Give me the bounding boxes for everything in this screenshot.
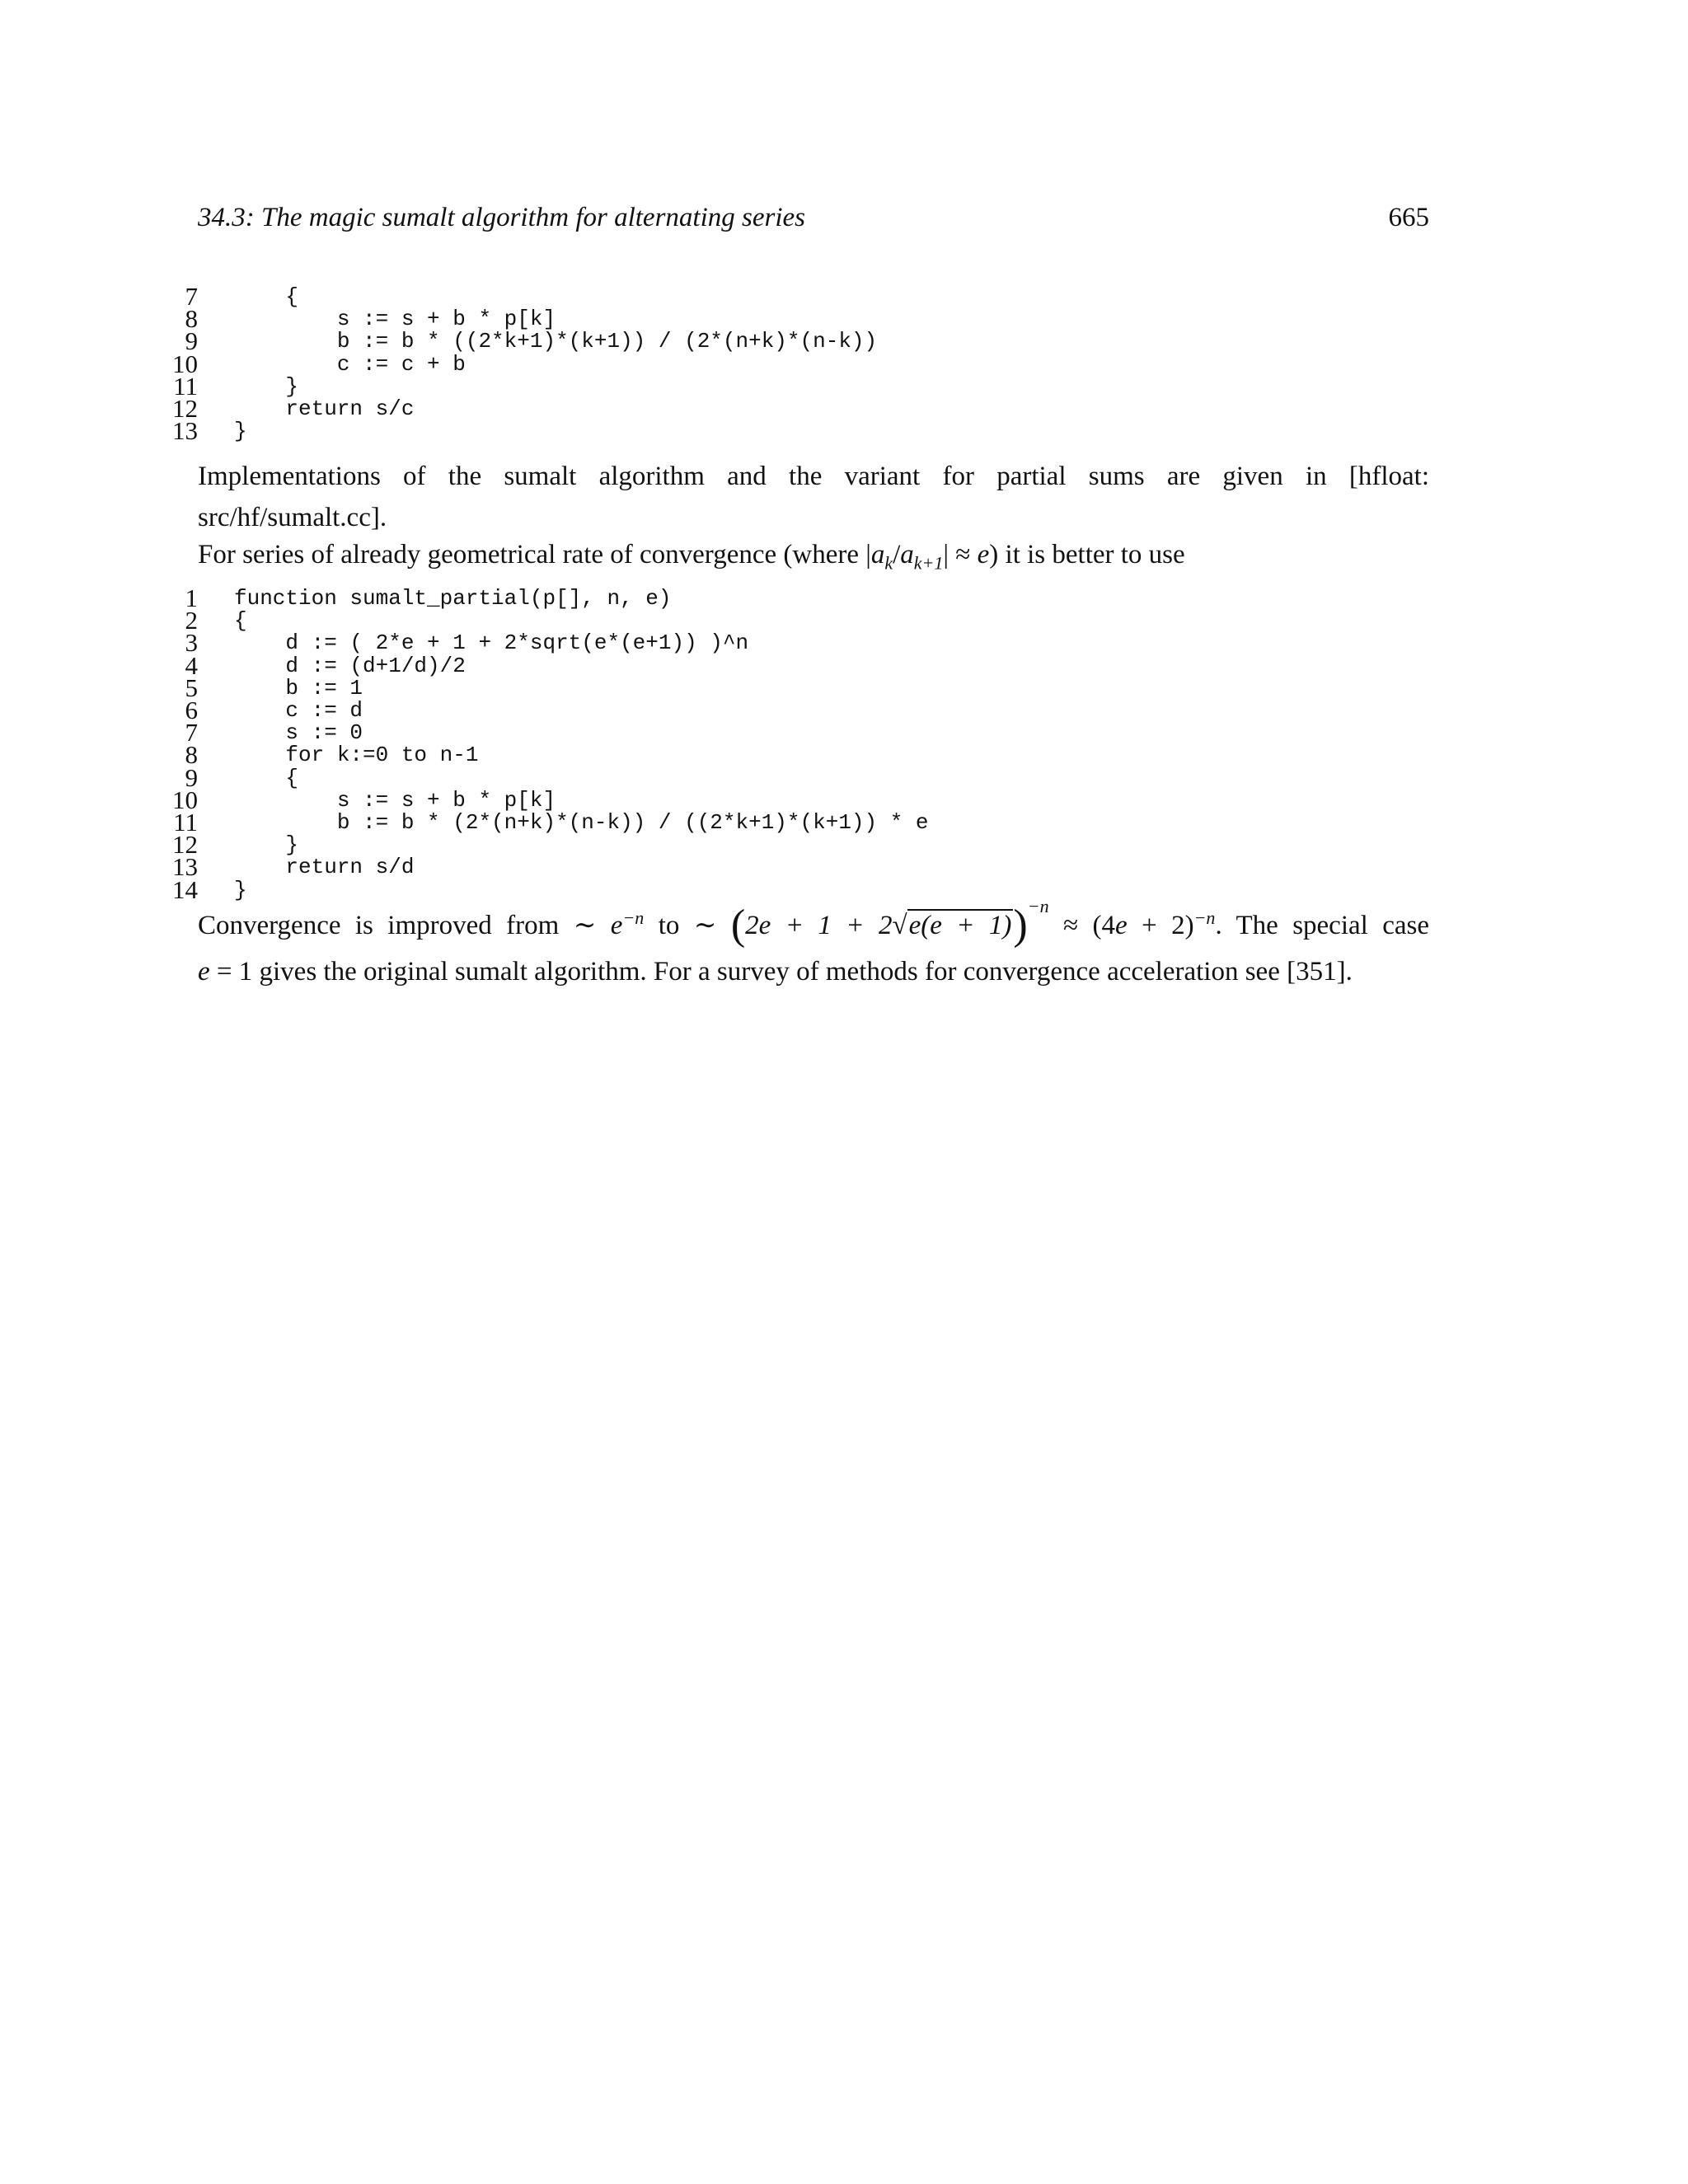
math-var: a [900, 540, 914, 569]
paragraph-line: src/hf/sumalt.cc]. [198, 503, 387, 532]
code-text: return s/c [234, 396, 415, 421]
math-expr: 2e + 1 + 2 [745, 911, 893, 940]
line-number: 8 [185, 740, 198, 770]
code-text: function sumalt_partial(p[], n, e) [234, 586, 672, 611]
code-text: { [234, 284, 299, 309]
code-text: s := s + b * p[k] [234, 787, 556, 813]
math-var: e [977, 540, 990, 569]
line-number: 10 [172, 785, 198, 814]
paragraph-line: Implementations of the sumalt algorithm and the variant for partial sums are given in [hfloat: [198, 462, 1429, 491]
code-text: return s/d [234, 855, 415, 880]
math-sub: k+1 [913, 552, 944, 574]
text: . The special case [1215, 911, 1429, 940]
text: / [893, 540, 901, 569]
math-exp: −n [1027, 896, 1049, 916]
line-number: 10 [172, 349, 198, 378]
paragraph-geometric [198, 534, 1429, 575]
line-number: 12 [172, 830, 198, 860]
line-number: 11 [173, 808, 198, 837]
line-number: 11 [173, 371, 198, 401]
text: For series of already geometrical rate of convergence (where | [198, 540, 871, 569]
text: = 1 gives the original sumalt algorithm. For a survey of methods for convergence acceleration see [351]. [209, 957, 1353, 987]
code-text: c := c + b [234, 351, 466, 377]
text: + 2) [1127, 911, 1194, 940]
math-var: e [1115, 911, 1128, 940]
math-exp: −n [1193, 907, 1216, 928]
line-number: 7 [185, 282, 198, 311]
line-number: 6 [185, 696, 198, 724]
line-number: 1 [185, 583, 198, 612]
line-number: 13 [172, 852, 198, 882]
text: | ≈ [943, 540, 978, 569]
running-head: 34.3: The magic sumalt algorithm for alternating series [198, 203, 805, 232]
paren-right: ) [1013, 902, 1028, 949]
line-number: 4 [185, 650, 198, 680]
paragraph-line [198, 951, 1429, 992]
line-number: 9 [185, 762, 198, 792]
code-text: for k:=0 to n-1 [234, 743, 479, 768]
code-text: } [234, 419, 247, 444]
line-number: 7 [185, 718, 198, 748]
math-sub: k [884, 552, 893, 574]
code-text: { [234, 608, 247, 634]
line-number: 14 [172, 874, 198, 904]
code-text: b := b * (2*(n+k)*(n-k)) / ((2*k+1)*(k+1)) * e [234, 810, 929, 835]
line-number: 13 [172, 416, 198, 446]
code-text: d := ( 2*e + 1 + 2*sqrt(e*(e+1)) )^n [234, 630, 749, 656]
math-var: a [870, 540, 885, 569]
line-number: 5 [185, 673, 198, 702]
text: to ∼ [644, 911, 731, 940]
sqrt-body: e(e + 1) [908, 911, 1012, 940]
code-text: s := 0 [234, 720, 363, 746]
paragraph-line [198, 896, 1429, 951]
code-text: { [234, 765, 299, 790]
line-number: 12 [172, 394, 198, 423]
code-text: b := b * ((2*k+1)*(k+1)) / (2*(n+k)*(n-k)) [234, 329, 878, 354]
paragraph-implementations [198, 456, 1429, 538]
line-number: 3 [185, 628, 198, 658]
code-text: d := (d+1/d)/2 [234, 653, 466, 678]
sqrt-symbol: √ [892, 911, 907, 940]
paragraph-convergence [198, 896, 1429, 992]
code-text: } [234, 373, 299, 399]
code-text: } [234, 832, 299, 858]
paren-left: ( [730, 902, 746, 949]
code-text: } [234, 877, 247, 902]
math-exp: −n [622, 907, 645, 928]
line-number: 2 [185, 606, 198, 635]
math-var: e [610, 911, 623, 940]
text: ) it is better to use [989, 540, 1185, 569]
math-var: e [198, 957, 210, 987]
page-number: 665 [1388, 203, 1429, 232]
code-text: s := s + b * p[k] [234, 307, 556, 332]
code-text: c := d [234, 698, 363, 723]
text: Convergence is improved from ∼ [198, 911, 611, 940]
line-number: 9 [185, 326, 198, 356]
code-text: b := 1 [234, 675, 363, 701]
text: ≈ (4 [1048, 911, 1116, 940]
line-number: 8 [185, 304, 198, 334]
